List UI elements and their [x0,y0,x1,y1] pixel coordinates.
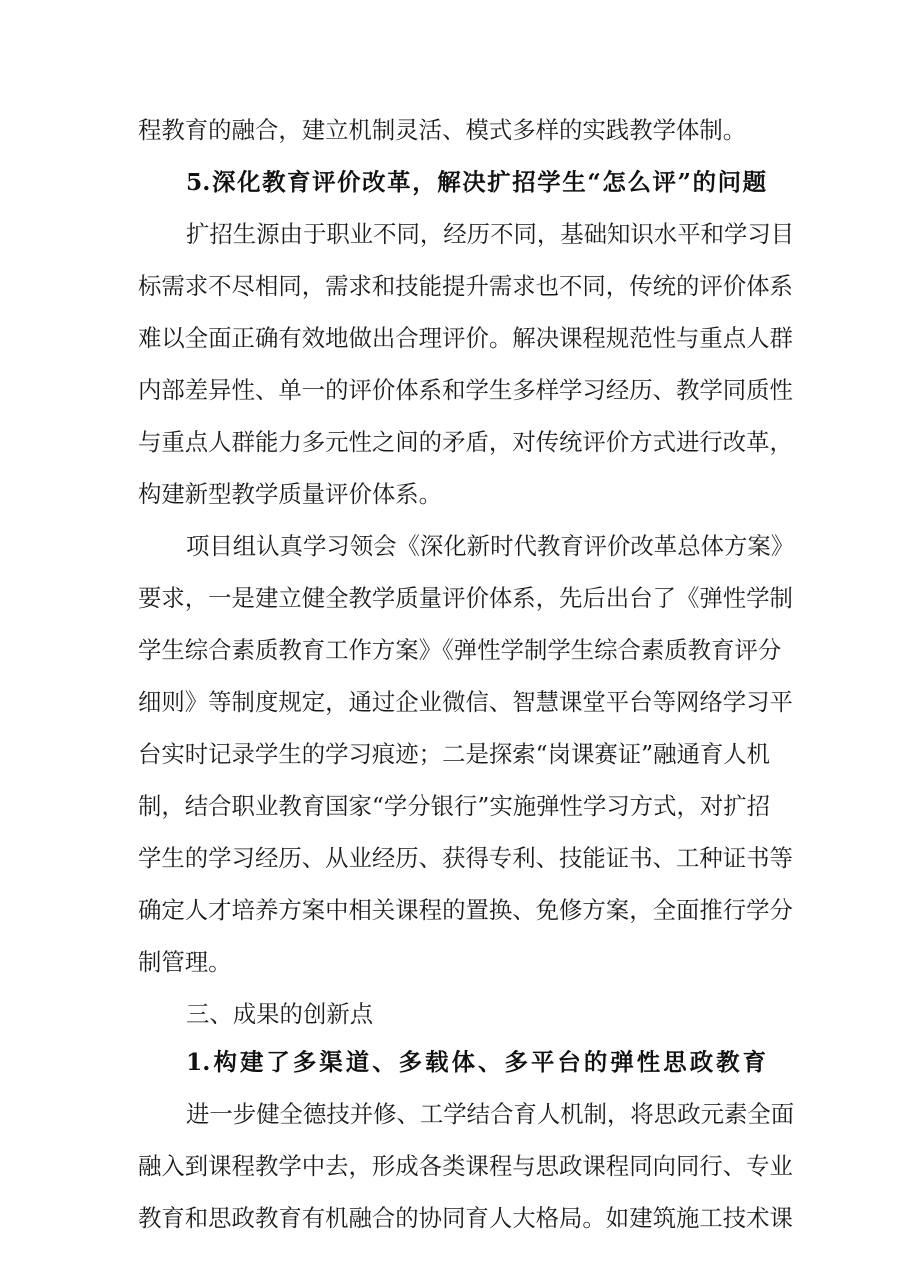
paragraph-line: 台实时记录学生的学习痕迹；二是探索“岗课赛证”融通育人机 [138,740,771,768]
paragraph-line: 细则》等制度规定，通过企业微信、智慧课堂平台等网络学习平 [138,688,793,716]
paragraph-line: 融入到课程教学中去，形成各类课程与思政课程同向同行、专业 [138,1152,793,1180]
section-heading-evaluation-reform: 5.深化教育评价改革，解决扩招学生“怎么评”的问题 [186,168,766,196]
paragraph-line: 与重点人群能力多元性之间的矛盾，对传统评价方式进行改革， [138,428,793,456]
chapter-heading-innovation: 三、成果的创新点 [186,1000,374,1028]
paragraph-line: 构建新型教学质量评价体系。 [138,480,443,508]
paragraph-line: 教育和思政教育有机融合的协同育人大格局。如建筑施工技术课 [138,1204,793,1232]
paragraph-line: 学生的学习经历、从业经历、获得专利、技能证书、工种证书等 [138,844,793,872]
paragraph-line: 进一步健全德技并修、工学结合育人机制，将思政元素全面 [186,1100,795,1128]
section-heading-ideological-education: 1.构建了多渠道、多载体、多平台的弹性思政教育 [186,1048,766,1076]
paragraph-line: 项目组认真学习领会《深化新时代教育评价改革总体方案》 [186,532,795,560]
paragraph-line: 难以全面正确有效地做出合理评价。解决课程规范性与重点人群 [138,324,793,352]
paragraph-line: 要求，一是建立健全教学质量评价体系，先后出台了《弹性学制 [138,584,793,612]
paragraph-line: 内部差异性、单一的评价体系和学生多样学习经历、教学同质性 [138,376,793,404]
paragraph-line: 制，结合职业教育国家“学分银行”实施弹性学习方式，对扩招 [138,792,771,820]
paragraph-line: 标需求不尽相同，需求和技能提升需求也不同，传统的评价体系 [138,272,793,300]
paragraph-line: 学生综合素质教育工作方案》《弹性学制学生综合素质教育评分 [138,636,782,664]
paragraph-line: 制管理。 [138,948,232,976]
paragraph-line: 确定人才培养方案中相关课程的置换、免修方案，全面推行学分 [138,896,793,924]
paragraph-line: 扩招生源由于职业不同，经历不同，基础知识水平和学习目 [186,220,795,248]
text-line-continuation: 程教育的融合，建立机制灵活、模式多样的实践教学体制。 [138,116,747,144]
